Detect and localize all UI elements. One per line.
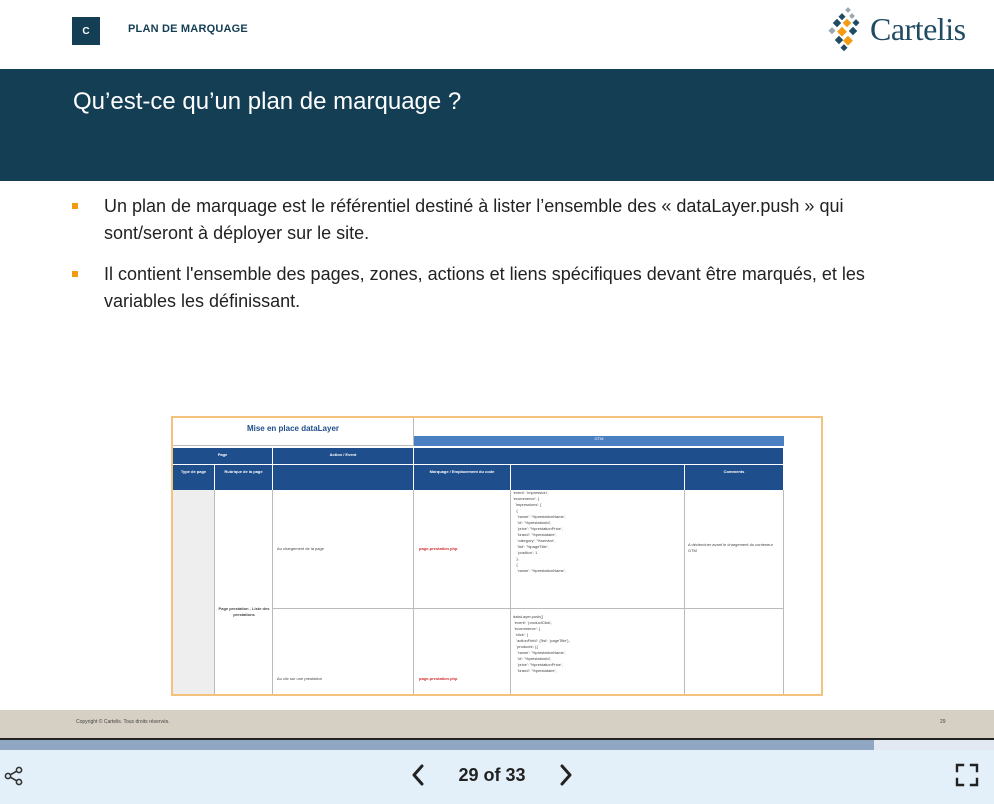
bullet-item	[72, 193, 932, 247]
sheet-row2-action: Au clic sur une prestation	[277, 676, 322, 681]
sheet-row1-comment: A déclencher avant le chargement du conteneur GTM	[688, 542, 773, 553]
share-button[interactable]	[2, 764, 26, 788]
sheet-header-action: Action / Event	[273, 448, 414, 464]
datalayer-spreadsheet-image	[171, 416, 823, 696]
sheet-subheader-type: Type de page	[173, 464, 215, 490]
bullet-text: Un plan de marquage est le référentiel destiné à lister l’ensemble des « dataLayer.push » qui sont/seront à déployer sur le site.	[104, 196, 844, 243]
next-slide-button[interactable]	[554, 762, 578, 788]
sheet-row2-code: dataLayer.push({ 'event': 'productClick', 'ecommerce': { 'click': { 'actionField': {'list': 'pageTitle'}, 'products': [{ 'name': '%prestationName', 'id': '%prestationId', 'price': '%prestationPrice', 'brand': '%prestataire',	[513, 614, 570, 673]
section-badge: C	[72, 17, 100, 45]
bullet-text: Il contient l'ensemble des pages, zones, actions et liens spécifiques devant être marqués, et les variables les définissant.	[104, 264, 865, 311]
slide-footer	[0, 710, 994, 738]
cartelis-logo	[826, 6, 976, 52]
sheet-row-page: Page prestation - Liste des prestations	[218, 606, 270, 617]
chevron-right-icon	[558, 764, 574, 786]
sheet-header-marquage: Marquage / Emplacement du code	[414, 464, 511, 490]
slide-title: Qu’est-ce qu’un plan de marquage ?	[73, 88, 462, 115]
sheet-group-header: GTM	[414, 436, 784, 446]
previous-slide-button[interactable]	[406, 762, 430, 788]
fullscreen-button[interactable]	[954, 762, 980, 788]
sheet-subheader-rubrique: Rubrique de la page	[215, 464, 273, 490]
bullet-square-icon	[72, 203, 78, 209]
bullet-item	[72, 261, 932, 315]
sheet-row1-url: page-prestation.php	[419, 546, 458, 551]
sheet-row1-action: Au chargement de la page	[277, 546, 324, 551]
logo-text: Cartelis	[870, 10, 966, 47]
sheet-col	[685, 490, 784, 696]
chevron-left-icon	[410, 764, 426, 786]
slide-counter: 29 of 33	[458, 765, 526, 785]
player-controls	[0, 750, 994, 804]
share-icon	[3, 765, 25, 787]
slide-progress-fill	[0, 740, 874, 750]
section-title: PLAN DE MARQUAGE	[128, 23, 248, 35]
bullet-list	[72, 193, 932, 329]
fullscreen-icon	[955, 763, 979, 787]
sheet-subheader-blank	[273, 464, 414, 490]
sheet-col	[414, 490, 511, 696]
slide-page-number: 29	[940, 719, 946, 725]
slide-progress-bar[interactable]	[0, 738, 994, 750]
title-banner	[0, 69, 994, 181]
cartelis-logo-icon	[826, 6, 868, 52]
sheet-header-comments: Comments	[685, 464, 784, 490]
sheet-header-page: Page	[173, 448, 273, 464]
sheet-col	[173, 490, 215, 696]
sheet-row2-url: page-prestation.php	[419, 676, 458, 681]
copyright-text: Copyright © Cartelis. Tous droits réservés.	[76, 719, 170, 725]
sheet-row1-code: 'event': 'impression', 'ecommerce': { 'impressions': [ { 'name': '%prestationName', 'id': '%prestationId', 'price': '%prestationPrice', 'brand': '%prestataire', 'category': '%service', 'list': '%pageTitle', 'position': 1 }, { 'name': '%prestationName',	[513, 490, 566, 573]
sheet-col	[273, 490, 414, 696]
sheet-col	[215, 490, 273, 696]
sheet-header-code	[511, 464, 685, 490]
sheet-title: Mise en place dataLayer	[173, 418, 414, 446]
sheet-header-gtm-blank	[414, 448, 784, 464]
sheet-row-divider	[273, 608, 784, 609]
bullet-square-icon	[72, 271, 78, 277]
